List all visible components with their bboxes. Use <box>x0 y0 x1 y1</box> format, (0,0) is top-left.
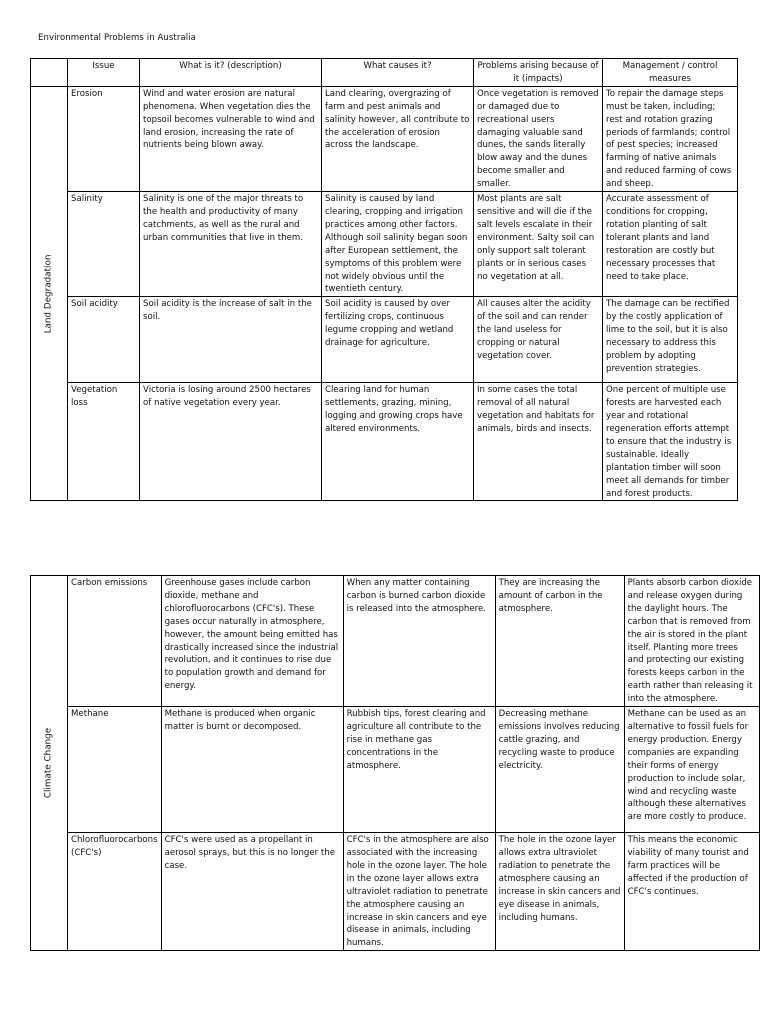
description-cell: Victoria is losing around 2500 hectares of native vegetation every year. <box>140 383 322 501</box>
table-row <box>31 707 760 833</box>
table-row <box>31 86 738 191</box>
impacts-cell: Once vegetation is removed or damaged due to recreational users damaging valuable sand dunes, the sands literally blow away and the dunes become smaller and smaller. <box>474 86 603 191</box>
issue-cell: Soil acidity <box>68 297 140 383</box>
issue-cell: Chlorofluorocarbons (CFC's) <box>68 833 162 951</box>
group-label-cell <box>31 576 68 951</box>
causes-cell: CFC's in the atmosphere are also associated with the increasing hole in the ozone layer. The hole in the ozone layer allows extra ultraviolet radiation to penetrate the atmosphere causing an increase in skin cancers and eye disease in animals, including humans. <box>343 833 495 951</box>
description-cell: Greenhouse gases include carbon dioxide, methane and chlorofluorocarbons (CFC's). These gases occur naturally in atmosphere, however, the amount being emitted has drastically increased since the industrial revolution, and it continues to rise due to population growth and demand for energy. <box>161 576 343 707</box>
header-impacts: Problems arising because of it (impacts) <box>474 59 603 87</box>
impacts-cell: The hole in the ozone layer allows extra ultraviolet radiation to penetrate the atmosphere causing an increase in skin cancers and eye disease in animals, including humans. <box>495 833 624 951</box>
issue-cell: Vegetation loss <box>68 383 140 501</box>
group-label: Climate Change <box>43 727 54 799</box>
impacts-cell: In some cases the total removal of all natural vegetation and habitats for animals, birds and insects. <box>474 383 603 501</box>
header-description: What is it? (description) <box>140 59 322 87</box>
header-causes: What causes it? <box>322 59 474 87</box>
impacts-cell: Most plants are salt sensitive and will die if the salt levels escalate in their environment. Salty soil can only support salt tolerant plants or in serious cases no vegetation at all. <box>474 192 603 297</box>
group-label: Land Degradation <box>43 254 54 334</box>
management-cell: Methane can be used as an alternative to fossil fuels for energy production. Energy companies are expanding their forms of energy production to include solar, wind and recycling waste although these alternatives are more costly to produce. <box>624 707 759 833</box>
management-cell: Accurate assessment of conditions for cropping, rotation planting of salt tolerant plants and land restoration are costly but necessary processes that need to take place. <box>603 192 738 297</box>
table-row <box>31 383 738 501</box>
group-label-cell <box>31 86 68 501</box>
table-row <box>31 833 760 951</box>
causes-cell: When any matter containing carbon is burned carbon dioxide is released into the atmosphere. <box>343 576 495 707</box>
causes-cell: Land clearing, overgrazing of farm and pest animals and salinity however, all contribute to the acceleration of erosion across the landscape. <box>322 86 474 191</box>
description-cell: CFC's were used as a propellant in aerosol sprays, but this is no longer the case. <box>161 833 343 951</box>
causes-cell: Soil acidity is caused by over fertilizing crops, continuous legume cropping and wetland drainage for agriculture. <box>322 297 474 383</box>
description-cell: Methane is produced when organic matter is burnt or decomposed. <box>161 707 343 833</box>
impacts-cell: All causes alter the acidity of the soil and can render the land useless for cropping or natural vegetation cover. <box>474 297 603 383</box>
climate-change-table <box>30 575 760 951</box>
description-cell: Wind and water erosion are natural phenomena. When vegetation dies the topsoil becomes vulnerable to wind and land erosion, increasing the rate of nutrients being blown away. <box>140 86 322 191</box>
causes-cell: Rubbish tips, forest clearing and agriculture all contribute to the rise in methane gas concentrations in the atmosphere. <box>343 707 495 833</box>
issue-cell: Salinity <box>68 192 140 297</box>
header-management: Management / control measures <box>603 59 738 87</box>
management-cell: To repair the damage steps must be taken, including; rest and rotation grazing periods of farmlands; control of pest species; increased farming of native animals and reduced farming of cows and sheep. <box>603 86 738 191</box>
table-row <box>31 192 738 297</box>
header-row <box>31 59 738 87</box>
management-cell: This means the economic viability of many tourist and farm practices will be affected if the production of CFC's continues. <box>624 833 759 951</box>
management-cell: Plants absorb carbon dioxide and release oxygen during the daylight hours. The carbon that is removed from the air is stored in the plant itself. Planting more trees and protecting our existing forests keeps carbon in the earth rather than releasing it into the atmosphere. <box>624 576 759 707</box>
issue-cell: Methane <box>68 707 162 833</box>
description-cell: Salinity is one of the major threats to the health and productivity of many catchments, as well as the rural and urban communities that live in them. <box>140 192 322 297</box>
table-row <box>31 576 760 707</box>
impacts-cell: They are increasing the amount of carbon in the atmosphere. <box>495 576 624 707</box>
land-degradation-table <box>30 58 738 501</box>
causes-cell: Clearing land for human settlements, grazing, mining, logging and growing crops have altered environments. <box>322 383 474 501</box>
causes-cell: Salinity is caused by land clearing, cropping and irrigation practices among other factors. Although soil salinity began soon after European settlement, the symptoms of this problem were not widely obvious until the twentieth century. <box>322 192 474 297</box>
management-cell: One percent of multiple use forests are harvested each year and rotational regeneration efforts attempt to ensure that the industry is sustainable. Ideally plantation timber will soon meet all demands for timber and forest products. <box>603 383 738 501</box>
issue-cell: Carbon emissions <box>68 576 162 707</box>
header-issue: Issue <box>68 59 140 87</box>
management-cell: The damage can be rectified by the costly application of lime to the soil, but it is also necessary to address this problem by adopting prevention strategies. <box>603 297 738 383</box>
document-title: Environmental Problems in Australia <box>38 33 196 43</box>
impacts-cell: Decreasing methane emissions involves reducing cattle grazing, and recycling waste to produce electricity. <box>495 707 624 833</box>
table-row <box>31 297 738 383</box>
issue-cell: Erosion <box>68 86 140 191</box>
header-blank <box>31 59 68 87</box>
description-cell: Soil acidity is the increase of salt in the soil. <box>140 297 322 383</box>
